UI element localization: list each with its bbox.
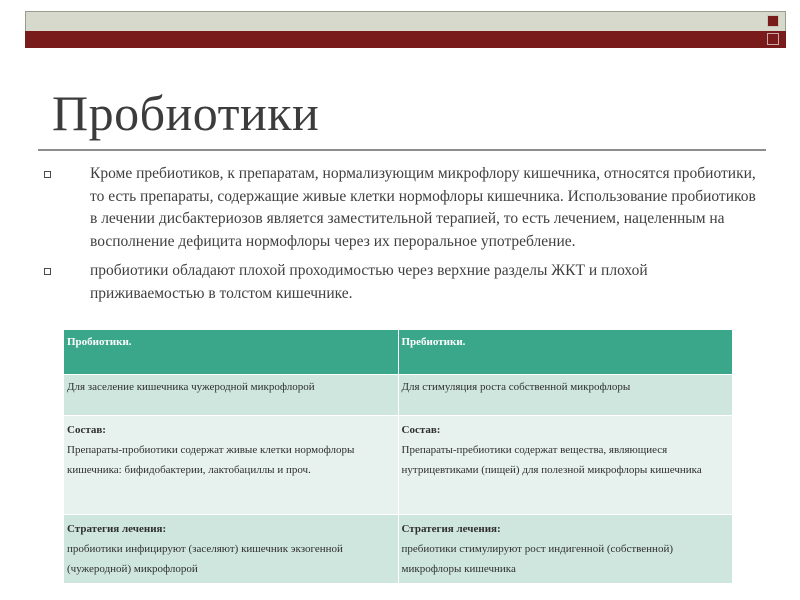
table-row-purpose: [64, 375, 733, 416]
table-header-row: [64, 330, 733, 375]
composition-label: Состав:: [401, 424, 441, 436]
corner-square-bottom: [767, 33, 779, 45]
composition-cell-probiotics: [64, 416, 399, 515]
bullet-item: [40, 260, 760, 305]
bullet-list: [40, 163, 760, 312]
comparison-table: [63, 329, 733, 584]
strategy-label: Стратегия лечения:: [401, 523, 501, 535]
slide-title: Пробиотики: [52, 85, 320, 141]
purpose-cell-prebiotics: Для стимуляция роста собственной микрофлоры: [398, 375, 733, 416]
strategy-cell-prebiotics: [398, 515, 733, 584]
title-divider: [38, 149, 766, 151]
purpose-cell-probiotics: Для заселение кишечника чужеродной микрофлорой: [64, 375, 399, 416]
square-bullet-icon: [44, 268, 51, 275]
composition-label: Состав:: [67, 424, 106, 436]
table-row-strategy: [64, 515, 733, 584]
corner-square-top: [767, 15, 779, 27]
red-accent-bar: [25, 31, 786, 48]
composition-text: Препараты-пребиотики содержат вещества, являющиеся нутрицевтиками (пищей) для полезной микрофлоры кишечника: [401, 444, 702, 476]
strategy-text: пребиотики стимулируют рост индигенной (собственной) микрофлоры кишечника: [401, 543, 673, 575]
header-cell-probiotics: Пробиотики.: [64, 330, 399, 375]
bullet-item: [40, 163, 760, 253]
square-bullet-icon: [44, 171, 51, 178]
strategy-text: пробиотики инфицируют (заселяют) кишечник экзогенной (чужеродной) микрофлорой: [67, 543, 343, 575]
bullet-text: пробиотики обладают плохой проходимостью через верхние разделы ЖКТ и плохой приживаемостью в толстом кишечнике.: [90, 262, 648, 302]
header-cell-prebiotics: Пребиотики.: [398, 330, 733, 375]
composition-text: Препараты-пробиотики содержат живые клетки нормофлоры кишечника: бифидобактерии, лактобациллы и проч.: [67, 444, 355, 476]
strategy-cell-probiotics: [64, 515, 399, 584]
bullet-text: Кроме пребиотиков, к препаратам, нормализующим микрофлору кишечника, относятся пробиотики, то есть препараты, содержащие живые клетки нормофлоры кишечника. Использование пробиотиков в лечении дисбактериозов является заместительной терапией, то есть лечением, нацеленным на восполнение дефицита нормофлоры через их пероральное употребление.: [90, 165, 756, 250]
strategy-label: Стратегия лечения:: [67, 523, 167, 535]
table-row-composition: [64, 416, 733, 515]
composition-cell-prebiotics: [398, 416, 733, 515]
